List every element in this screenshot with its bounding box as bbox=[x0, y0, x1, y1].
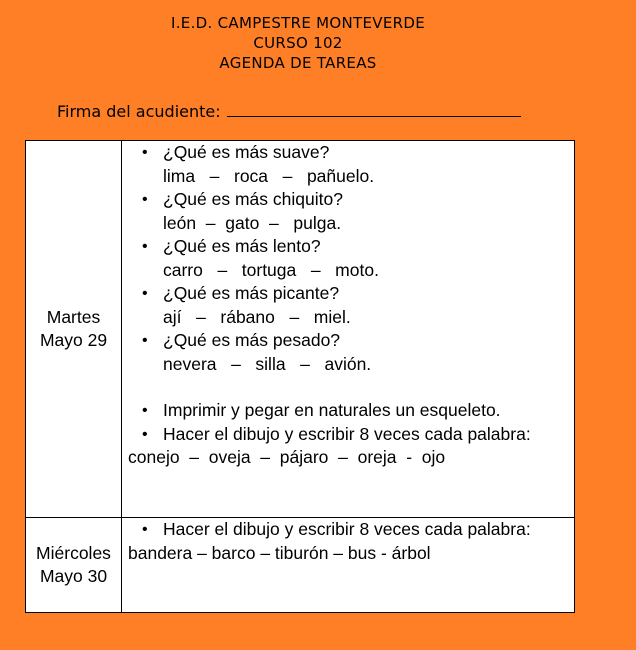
day-cell-wednesday bbox=[26, 518, 122, 613]
question-list bbox=[122, 141, 568, 376]
question-item bbox=[122, 141, 568, 188]
task-list bbox=[122, 399, 568, 446]
question-text: ¿Qué es más lento? bbox=[163, 236, 321, 256]
task-item: • Imprimir y pegar en naturales un esqueleto. bbox=[122, 399, 568, 423]
word-list: conejo – oveja – pájaro – oreja - ojo bbox=[128, 447, 446, 467]
task-item: • Hacer el dibujo y escribir 8 veces cada palabra: bbox=[122, 423, 568, 447]
question-options: ají – rábano – miel. bbox=[163, 306, 351, 327]
question-text: ¿Qué es más suave? bbox=[163, 142, 330, 162]
tasks-cell-tuesday bbox=[122, 141, 575, 518]
day-date: Mayo 29 bbox=[39, 330, 108, 350]
question-item bbox=[122, 329, 568, 376]
word-list: bandera – barco – tiburón – bus - árbol bbox=[128, 542, 431, 563]
signature-line[interactable] bbox=[227, 100, 521, 117]
question-item bbox=[122, 188, 568, 235]
day-date: Mayo 30 bbox=[39, 566, 108, 586]
question-item bbox=[122, 235, 568, 282]
day-name: Miércoles bbox=[36, 542, 111, 563]
question-options: carro – tortuga – moto. bbox=[163, 259, 379, 280]
day-cell-tuesday bbox=[26, 141, 122, 518]
task-list bbox=[122, 518, 568, 542]
task-item: • Hacer el dibujo y escribir 8 veces cada palabra: bbox=[122, 518, 568, 542]
signature-label: Firma del acudiente: bbox=[57, 102, 221, 121]
question-options: león – gato – pulga. bbox=[163, 212, 342, 233]
agenda-row-wednesday bbox=[26, 518, 575, 613]
document-title: AGENDA DE TAREAS bbox=[219, 54, 377, 72]
question-options: lima – roca – pañuelo. bbox=[163, 165, 375, 186]
tasks-cell-wednesday bbox=[122, 518, 575, 613]
question-text: ¿Qué es más picante? bbox=[163, 283, 340, 303]
question-options: nevera – silla – avión. bbox=[163, 353, 372, 374]
signature-section bbox=[57, 100, 521, 121]
question-item bbox=[122, 282, 568, 329]
course-name: CURSO 102 bbox=[253, 34, 343, 52]
question-text: ¿Qué es más pesado? bbox=[163, 330, 341, 350]
question-text: ¿Qué es más chiquito? bbox=[163, 189, 343, 209]
agenda-table bbox=[25, 140, 575, 613]
day-name: Martes bbox=[46, 306, 101, 327]
school-name: I.E.D. CAMPESTRE MONTEVERDE bbox=[171, 14, 425, 32]
agenda-row-tuesday bbox=[26, 141, 575, 518]
document-header bbox=[0, 13, 596, 73]
spacer bbox=[122, 376, 568, 399]
